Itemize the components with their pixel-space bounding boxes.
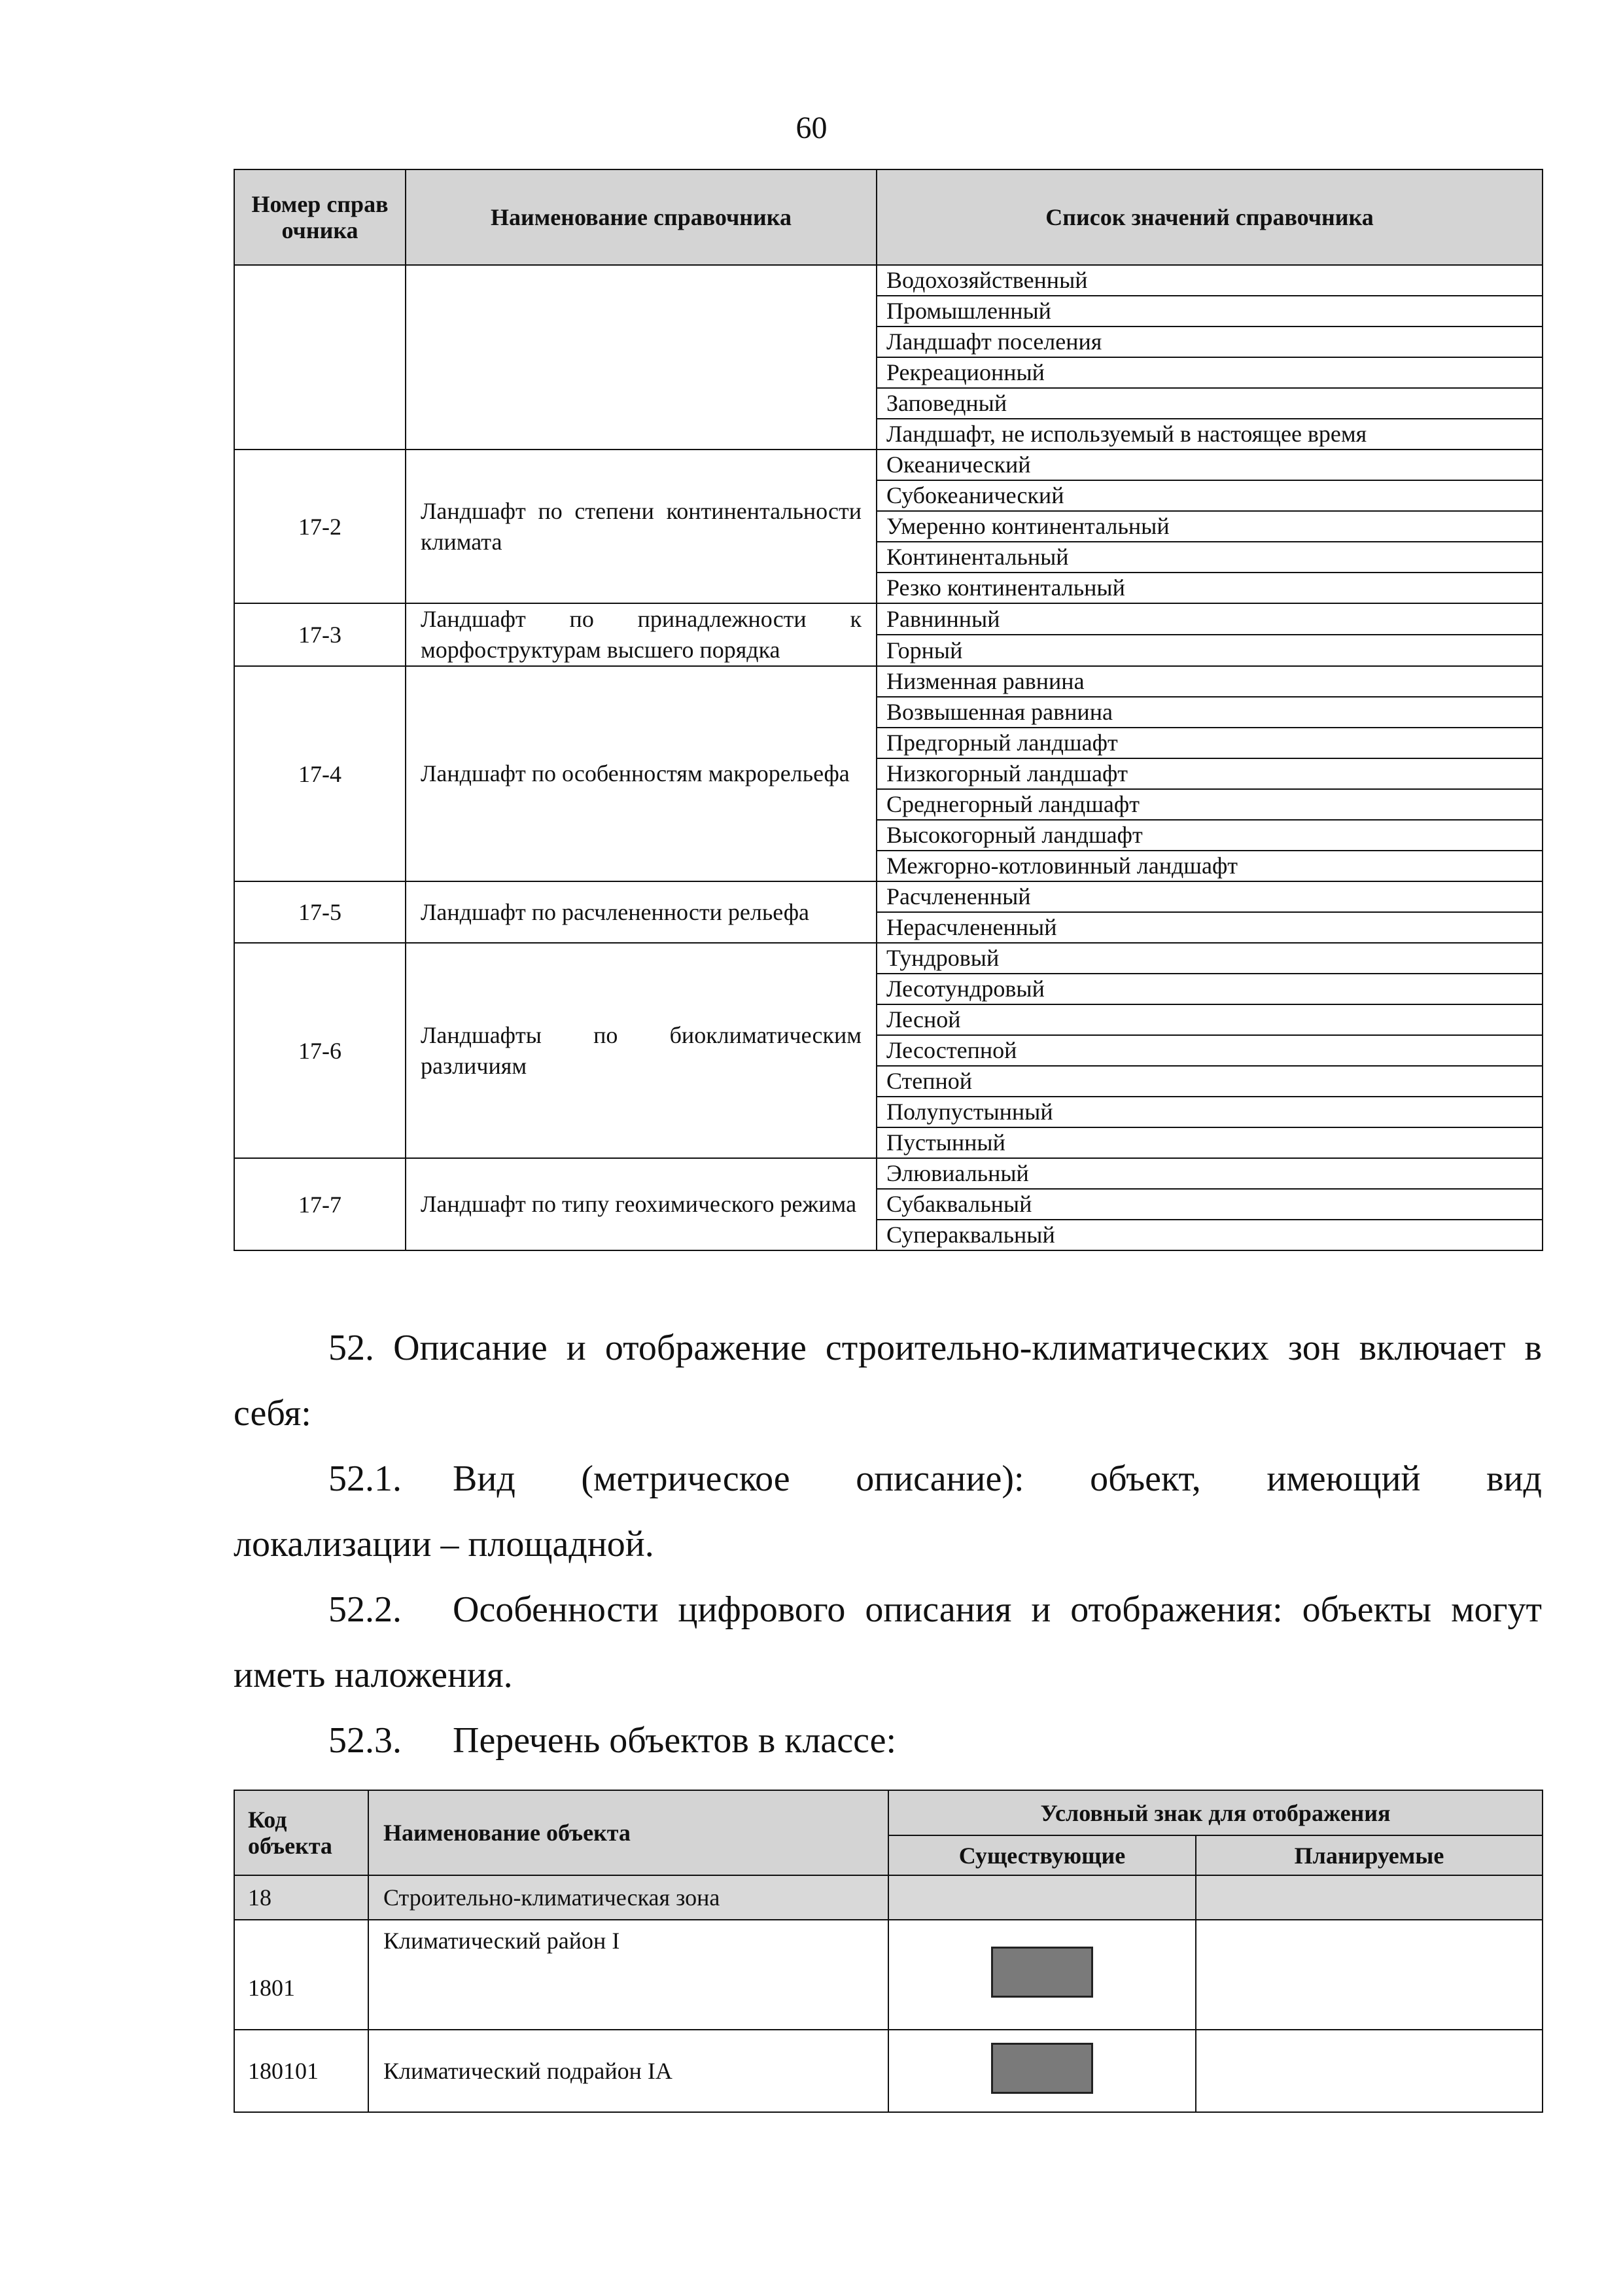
reference-value: Возвышенная равнина [877, 697, 1543, 728]
reference-value: Рекреационный [877, 357, 1543, 388]
reference-value: Пустынный [877, 1127, 1543, 1158]
reference-number: 17-6 [234, 943, 406, 1158]
header-existing: Существующие [888, 1835, 1196, 1875]
reference-number: 17-3 [234, 603, 406, 666]
reference-name: Ландшафты по биоклиматическим различиям [406, 943, 877, 1158]
reference-value: Низменная равнина [877, 666, 1543, 697]
reference-number: 17-5 [234, 881, 406, 943]
reference-value: Ландшафт поселения [877, 327, 1543, 357]
table-header-row [234, 169, 1543, 265]
planned-sign-cell [1196, 1920, 1543, 2030]
existing-sign-cell [888, 1875, 1196, 1920]
reference-value: Умеренно континентальный [877, 511, 1543, 542]
paragraph-52-1 [234, 1446, 1542, 1577]
reference-value: Лесотундровый [877, 974, 1543, 1004]
header-values: Список значений справочника [877, 169, 1543, 265]
reference-value: Резко континентальный [877, 573, 1543, 603]
reference-number: 17-7 [234, 1158, 406, 1250]
table-row [234, 2030, 1543, 2112]
reference-value: Лесостепной [877, 1035, 1543, 1066]
reference-name: Ландшафт по принадлежности к морфоструктурам высшего порядка [406, 603, 877, 666]
reference-value: Нерасчлененный [877, 912, 1543, 943]
planned-sign-cell [1196, 1875, 1543, 1920]
paragraph-52-1-line2: локализации – площадной. [234, 1524, 654, 1564]
header-object-code: Код объекта [234, 1790, 368, 1875]
reference-value: Полупустынный [877, 1097, 1543, 1127]
reference-value: Промышленный [877, 296, 1543, 327]
reference-value: Субокеанический [877, 480, 1543, 511]
reference-number: 17-4 [234, 666, 406, 881]
reference-name: Ландшафт по расчлененности рельефа [406, 881, 877, 943]
paragraph-52-line2: себя: [234, 1393, 311, 1434]
reference-value: Тундровый [877, 943, 1543, 974]
objects-table [234, 1790, 1543, 2113]
reference-value: Равнинный [877, 603, 1543, 635]
reference-value: Заповедный [877, 388, 1543, 419]
object-name: Климатический район I [368, 1920, 888, 2030]
reference-value: Низкогорный ландшафт [877, 758, 1543, 789]
reference-value: Элювиальный [877, 1158, 1543, 1189]
table-row [234, 603, 1543, 635]
reference-value: Лесной [877, 1004, 1543, 1035]
table-row [234, 265, 1543, 296]
reference-value: Супераквальный [877, 1220, 1543, 1250]
paragraph-52-3-number: 52.3. [328, 1720, 402, 1761]
header-planned: Планируемые [1196, 1835, 1543, 1875]
table-row [234, 666, 1543, 697]
object-name: Климатический подрайон IA [368, 2030, 888, 2112]
header-object-name: Наименование объекта [368, 1790, 888, 1875]
header-number: Номер справочника [234, 169, 406, 265]
planned-sign-cell [1196, 2030, 1543, 2112]
paragraph-52-2-line2: иметь наложения. [234, 1655, 513, 1695]
header-name: Наименование справочника [406, 169, 877, 265]
object-code: 180101 [234, 2030, 368, 2112]
paragraph-52-2-number: 52.2. [328, 1589, 402, 1630]
legend-swatch [991, 1947, 1093, 1998]
reference-value: Степной [877, 1066, 1543, 1097]
reference-value: Предгорный ландшафт [877, 728, 1543, 758]
table-row [234, 943, 1543, 974]
reference-number [234, 265, 406, 450]
object-code: 18 [234, 1875, 368, 1920]
reference-value: Расчлененный [877, 881, 1543, 912]
page-number: 60 [795, 111, 828, 145]
legend-swatch [991, 2043, 1093, 2094]
reference-value: Континентальный [877, 542, 1543, 573]
paragraph-52-3-text: Перечень объектов в классе: [453, 1720, 897, 1761]
reference-value: Среднегорный ландшафт [877, 789, 1543, 820]
reference-value: Высокогорный ландшафт [877, 820, 1543, 851]
paragraph-52-2 [234, 1577, 1542, 1708]
paragraph-52-1-line1: Вид (метрическое описание): объект, имеющий вид [453, 1458, 1542, 1499]
table-row [234, 450, 1543, 480]
object-code: 1801 [234, 1920, 368, 2030]
paragraph-52-3 [234, 1708, 1542, 1773]
reference-value: Горный [877, 635, 1543, 666]
reference-value: Межгорно-котловинный ландшафт [877, 851, 1543, 881]
paragraph-52-line1: 52. Описание и отображение строительно-климатических зон включает в [328, 1328, 1542, 1368]
reference-name [406, 265, 877, 450]
header-sign: Условный знак для отображения [888, 1790, 1543, 1835]
paragraph-52 [234, 1315, 1542, 1446]
reference-value: Водохозяйственный [877, 265, 1543, 296]
reference-name: Ландшафт по типу геохимического режима [406, 1158, 877, 1250]
reference-table [234, 169, 1543, 1251]
reference-name: Ландшафт по особенностям макрорельефа [406, 666, 877, 881]
existing-sign-cell [888, 1920, 1196, 2030]
reference-value: Ландшафт, не используемый в настоящее время [877, 419, 1543, 450]
object-name: Строительно-климатическая зона [368, 1875, 888, 1920]
table-row [234, 1158, 1543, 1189]
existing-sign-cell [888, 2030, 1196, 2112]
reference-value: Субаквальный [877, 1189, 1543, 1220]
reference-number: 17-2 [234, 450, 406, 603]
paragraph-52-1-number: 52.1. [328, 1458, 402, 1499]
reference-name: Ландшафт по степени континентальности климата [406, 450, 877, 603]
paragraph-52-2-line1: Особенности цифрового описания и отображения: объекты могут [453, 1589, 1542, 1630]
table-row [234, 1875, 1543, 1920]
table-row [234, 1920, 1543, 2030]
table-row [234, 881, 1543, 912]
reference-value: Океанический [877, 450, 1543, 480]
